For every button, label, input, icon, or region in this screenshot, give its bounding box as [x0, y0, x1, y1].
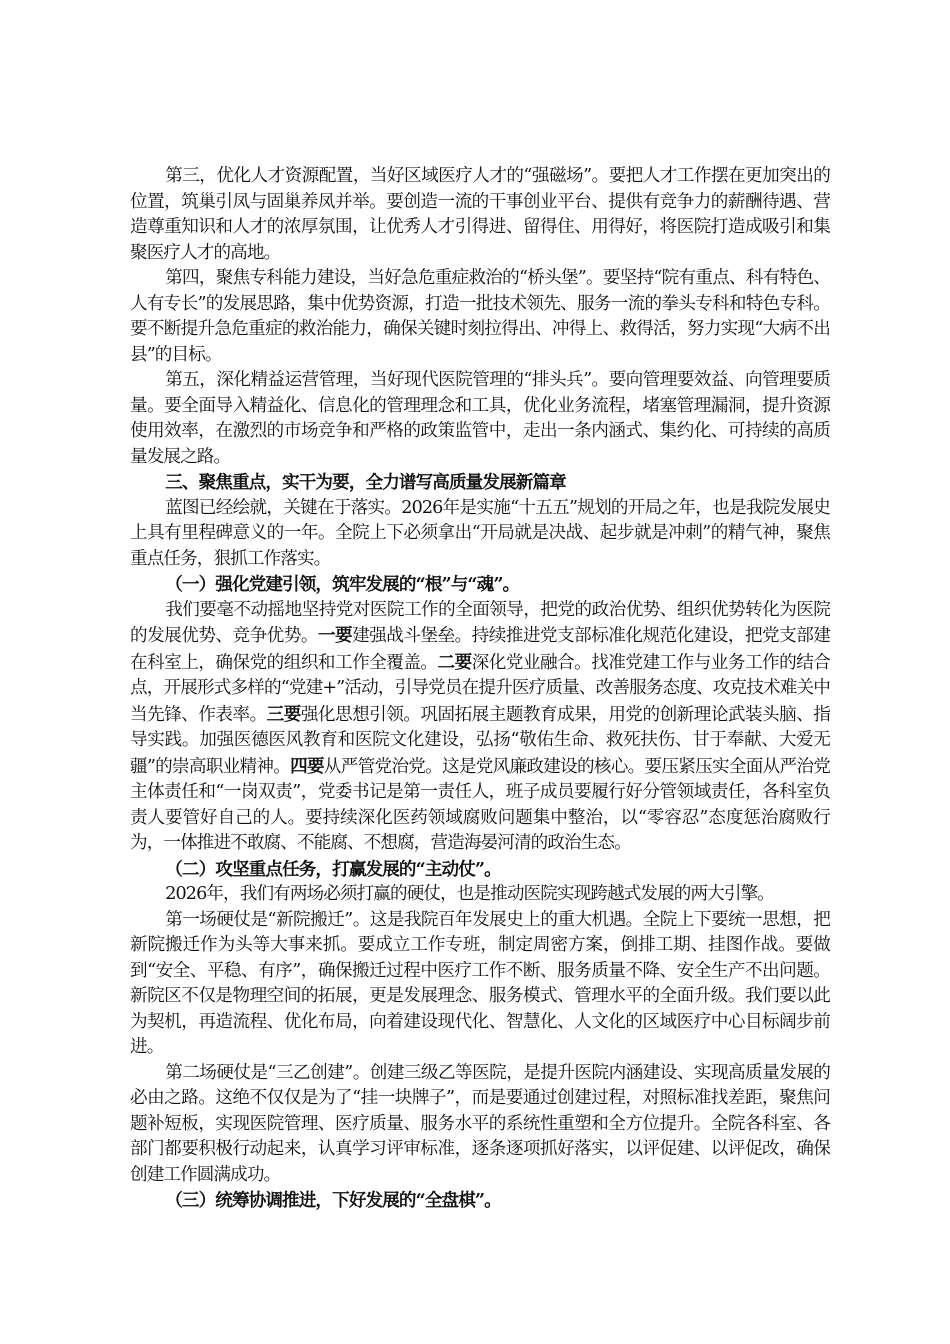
paragraph-relocation: 第一场硬仗是“新院搬迁”。这是我院百年发展史上的重大机遇。全院上下要统一思想，把新院搬迁作为头等大事来抓。要成立工作专班，制定周密方案，倒排工期、挂图作战。要做到“安全、平稳、有序”，确保搬迁过程中医疗工作不断、服务质量不降、安全生产不出问题。新院区不仅是物理空间的拓展，更是发展理念、服务模式、管理水平的全面升级。我们要以此为契机，再造流程、优化布局，向着建设现代化、智慧化、人文化的区域医疗中心目标阔步前进。 [130, 909, 830, 1057]
paragraph-two-battles: 2026年，我们有两场必须打赢的硬仗，也是推动医院实现跨越式发展的两大引擎。 [165, 884, 774, 904]
paragraph-level-three: 第二场硬仗是“三乙创建”。创建三级乙等医院，是提升医院内涵建设、实现高质量发展的必由之路。这绝不仅仅是为了“挂一块牌子”，而是要通过创建过程，对照标准找差距，聚焦问题补短板，实现医院管理、医疗质量、服务水平的系统性重塑和全方位提升。全院各科室、各部门都要积极行动起来，认真学习评审标准，逐条逐项抓好落实，以评促建、以评促改，确保创建工作圆满成功。 [130, 1062, 830, 1185]
section-heading-three: 三、聚焦重点，实干为要，全力谱写高质量发展新篇章 [165, 472, 566, 493]
text-run: 我们要毫不动摇地坚持党对医院工作的全面领导，把党的政治优势、组织优势转化为医院的发展优势、竞争优势。 [130, 599, 830, 646]
subheading-coordination: （三）统筹协调推进，下好发展的“全盘棋”。 [165, 1190, 501, 1211]
bold-run: 一要 [317, 625, 353, 646]
bold-run: 二要 [437, 651, 472, 673]
text-run: 建强战斗堡垒。持续推进党支部标准化规范化建设，把党支部建在科室上，确保党的组织和工作全覆盖。 [130, 626, 830, 673]
paragraph-specialty: 第四，聚焦专科能力建设，当好急危重症救治的“桥头堡”。要坚持“院有重点、科有特色、人有专长”的发展思路，集中优势资源，打造一批技术领先、服务一流的拳头专科和特色专科。要不断提升急危重症的救治能力，确保关键时刻拉得出、冲得上、救得活，努力实现“大病不出县”的目标。 [130, 268, 830, 365]
paragraph-operations: 第五，深化精益运营管理，当好现代医院管理的“排头兵”。要向管理要效益、向管理要质量。要全面导入精益化、信息化的管理理念和工具，优化业务流程，堵塞管理漏洞，提升资源使用效率，在激烈的市场竞争和严格的政策监管中，走出一条内涵式、集约化、可持续的高质量发展之路。 [130, 370, 830, 467]
paragraph-talent: 第三，优化人才资源配置，当好区域医疗人才的“强磁场”。要把人才工作摆在更加突出的位置，筑巢引凤与固巢养凤并举。要创造一流的干事创业平台、提供有竞争力的薪酬待遇、营造尊重知识和人才的浓厚氛围，让优秀人才引得进、留得住、用得好，将医院打造成吸引和集聚医疗人才的高地。 [130, 166, 830, 263]
bold-run: 三要 [266, 703, 301, 725]
paragraph-blueprint: 蓝图已经绘就，关键在于落实。2026年是实施“十五五”规划的开局之年，也是我院发展史上具有里程碑意义的一年。全院上下必须拿出“开局就是决战、起步就是冲刺”的精气神，聚焦重点任务，狠抓工作落实。 [130, 497, 830, 569]
text-run: 深化党业融合。找准党建工作与业务工作的结合点，开展形式多样的“党建+”活动，引导党员在提升医疗质量、改善服务态度、攻克技术难关中当先锋、作表率。 [130, 652, 830, 725]
text-run: 从严管党治党。这是党风廉政建设的核心。要压紧压实全面从严治党主体责任和“一岗双责”，党委书记是第一责任人，班子成员要履行好分管领域责任，各科室负责人要管好自己的人。要持续深化医药领域腐败问题集中整治，以“零容忍”态度惩治腐败行为，一体推进不敢腐、不能腐、不想腐，营造海晏河清的政治生态。 [130, 756, 830, 853]
subheading-key-tasks: （二）攻坚重点任务，打赢发展的“主动仗”。 [165, 858, 501, 880]
paragraph-party-building [130, 598, 830, 857]
subheading-party-building: （一）强化党建引领，筑牢发展的“根”与“魂”。 [165, 574, 520, 595]
bold-run: 四要 [290, 755, 324, 777]
document-page [130, 164, 830, 1214]
text-run: 强化思想引领。巩固拓展主题教育成果，用党的创新理论武装头脑、指导实践。加强医德医风教育和医院文化建设，弘扬“敬佑生命、救死扶伤、甘于奉献、大爱无疆”的崇高职业精神。 [130, 704, 831, 777]
